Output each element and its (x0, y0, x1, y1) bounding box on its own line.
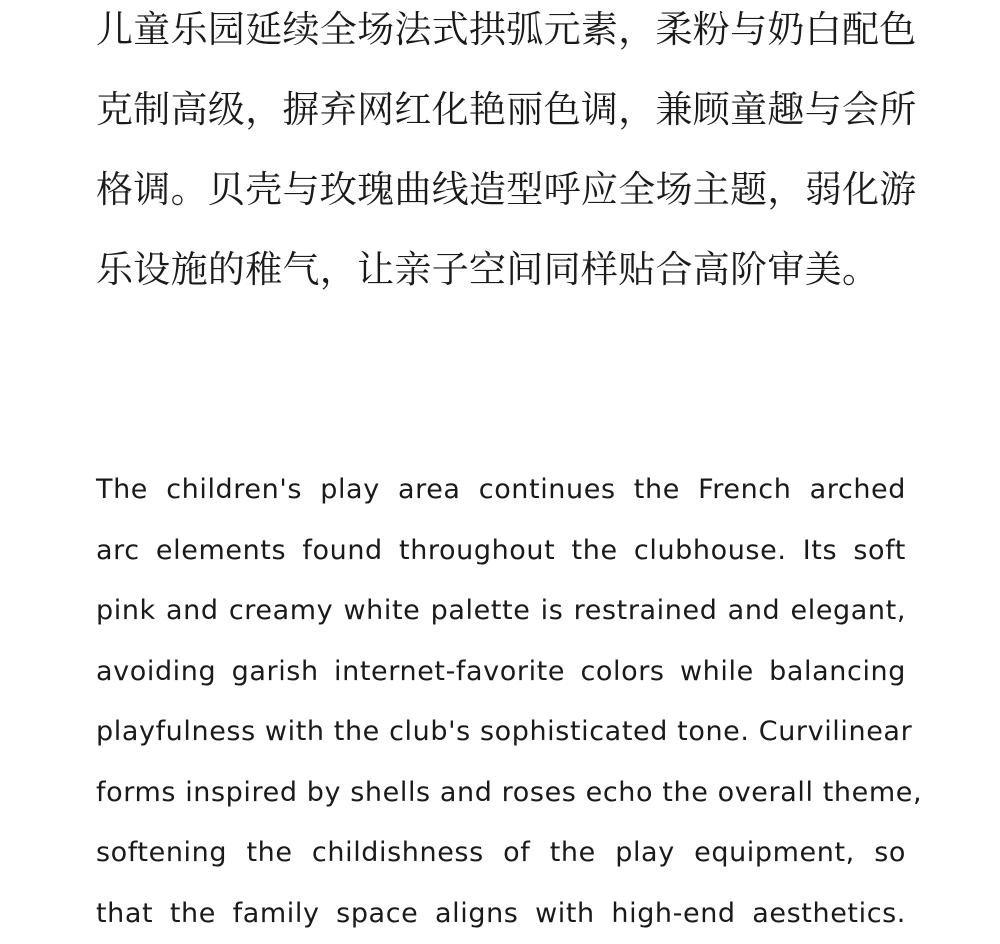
english-paragraph (96, 460, 906, 944)
chinese-paragraph (96, 0, 906, 310)
chinese-line-4: 乐设施的稚气，让亲子空间同样贴合高阶审美。 (96, 230, 906, 310)
english-line-8: that the family space aligns with high-end aesthetics. (96, 884, 906, 944)
english-line-7: softening the childishness of the play equipment, so (96, 823, 906, 884)
chinese-line-2: 克制高级，摒弃网红化艳丽色调，兼顾童趣与会所 (96, 70, 906, 150)
english-line-5: playfulness with the club's sophisticated tone. Curvilinear (96, 702, 906, 763)
english-line-3: pink and creamy white palette is restrained and elegant, (96, 581, 906, 642)
english-line-2: arc elements found throughout the clubhouse. Its soft (96, 521, 906, 582)
chinese-line-3: 格调。贝壳与玫瑰曲线造型呼应全场主题，弱化游 (96, 150, 906, 230)
chinese-line-1: 儿童乐园延续全场法式拱弧元素，柔粉与奶白配色 (96, 0, 906, 70)
english-line-1: The children's play area continues the French arched (96, 460, 906, 521)
english-line-4: avoiding garish internet-favorite colors while balancing (96, 642, 906, 703)
english-line-6: forms inspired by shells and roses echo the overall theme, (96, 763, 906, 824)
